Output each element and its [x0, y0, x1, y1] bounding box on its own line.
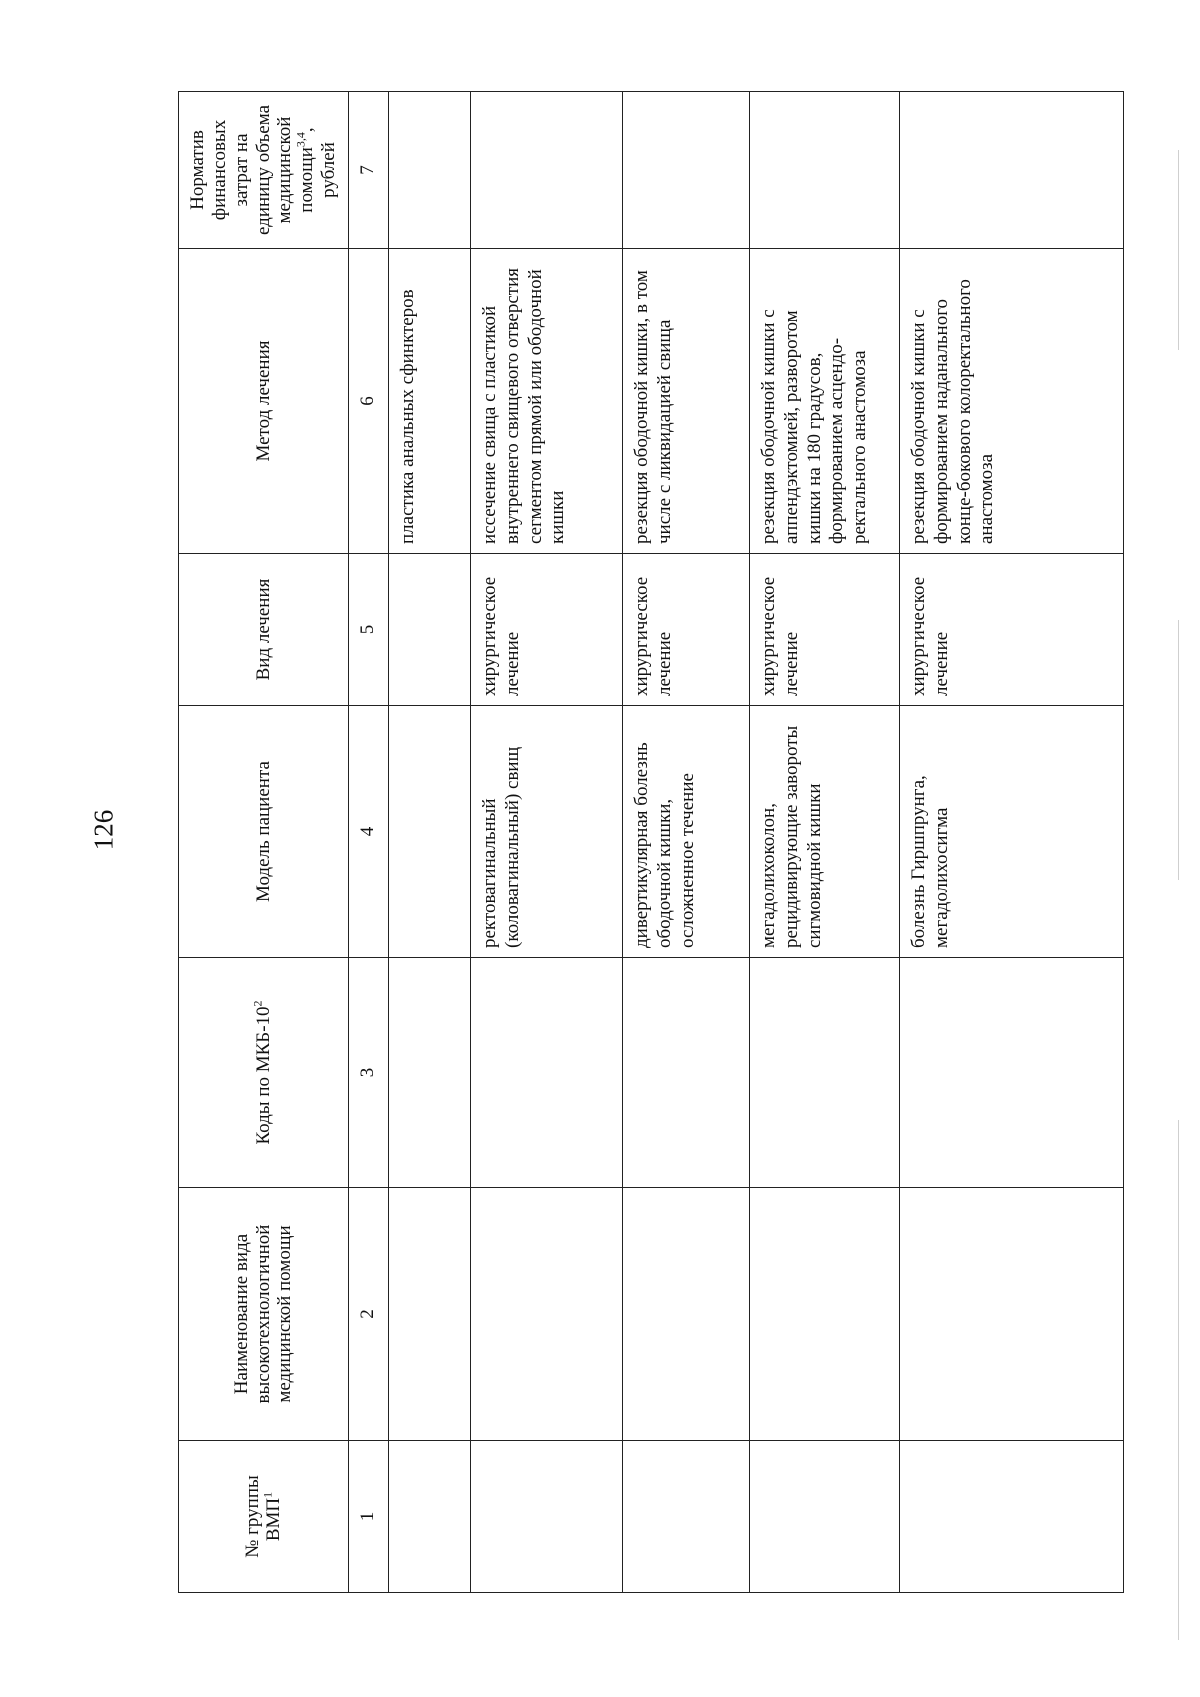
table-row	[622, 92, 749, 1593]
rotated-table-frame	[178, 92, 1106, 1593]
cell-type: хирургическое лечение	[470, 554, 622, 706]
header-icd-codes: Коды по МКБ-$10^2$	[179, 958, 349, 1188]
table-row	[749, 92, 899, 1593]
table-row	[899, 92, 1123, 1593]
column-number: 2	[348, 1188, 388, 1441]
cell-type	[388, 554, 470, 706]
cell-type: хирургическое лечение	[622, 554, 749, 706]
column-number: 1	[348, 1441, 388, 1593]
cell-name	[749, 1188, 899, 1441]
cell-model: ректовагинальный (коловагинальный) свищ	[470, 706, 622, 958]
cell-model: болезнь Гиршпрунга, мегадолихосигма	[899, 706, 1123, 958]
header-treatment-type: Вид лечения	[179, 554, 349, 706]
scan-edge-line	[1178, 620, 1179, 880]
cell-cost	[899, 92, 1123, 249]
header-care-name: Наименование вида высокотехнологичной медицинской помощи	[179, 1188, 349, 1441]
cell-name	[470, 1188, 622, 1441]
cell-method: пластика анальных сфинктеров	[388, 249, 470, 554]
cell-group	[899, 1441, 1123, 1593]
cell-method: резекция ободочной кишки с формированием наданального конце-бокового колоректального анастомоза	[899, 249, 1123, 554]
cell-type: хирургическое лечение	[749, 554, 899, 706]
column-number-row	[348, 92, 388, 1593]
cell-group	[749, 1441, 899, 1593]
cell-group	[622, 1441, 749, 1593]
cell-model: дивертикулярная болезнь ободочной кишки, осложненное течение	[622, 706, 749, 958]
rotated-table-area	[178, 92, 1106, 1593]
column-number: 4	[348, 706, 388, 958]
cell-model	[388, 706, 470, 958]
cell-codes	[622, 958, 749, 1188]
header-patient-model: Модель пациента	[179, 706, 349, 958]
cell-cost	[622, 92, 749, 249]
scan-edge-line	[1178, 150, 1179, 350]
cell-cost	[470, 92, 622, 249]
column-number: 3	[348, 958, 388, 1188]
column-number: 7	[348, 92, 388, 249]
cell-group	[470, 1441, 622, 1593]
medical-care-table	[178, 91, 1124, 1593]
cell-name	[622, 1188, 749, 1441]
header-group-number: № группы ВМП$^1$	[179, 1441, 349, 1593]
cell-cost	[388, 92, 470, 249]
page-number	[84, 790, 124, 870]
header-cost-norm: Норматив финансовых затрат на единицу объема медицинской помощи$^{3,4}$, рублей	[179, 92, 349, 249]
cell-model: мегадолихоколон, рецидивирующие завороты сигмовидной кишки	[749, 706, 899, 958]
cell-method: резекция ободочной кишки, в том числе с ликвидацией свища	[622, 249, 749, 554]
cell-codes	[749, 958, 899, 1188]
cell-codes	[899, 958, 1123, 1188]
cell-group	[388, 1441, 470, 1593]
table-row	[470, 92, 622, 1593]
cell-cost	[749, 92, 899, 249]
column-number: 5	[348, 554, 388, 706]
column-number: 6	[348, 249, 388, 554]
page-number-text: 126	[88, 809, 119, 851]
cell-codes	[470, 958, 622, 1188]
cell-method: резекция ободочной кишки с аппендэктомией, разворотом кишки на 180 градусов, формированием асцендо-ректального анастомоза	[749, 249, 899, 554]
cell-type: хирургическое лечение	[899, 554, 1123, 706]
cell-name	[388, 1188, 470, 1441]
cell-method: иссечение свища с пластикой внутреннего свищевого отверстия сегментом прямой или ободочной кишки	[470, 249, 622, 554]
table-row	[388, 92, 470, 1593]
cell-codes	[388, 958, 470, 1188]
cell-name	[899, 1188, 1123, 1441]
scan-edge-line	[1178, 1120, 1179, 1640]
header-row	[179, 92, 349, 1593]
header-treatment-method: Метод лечения	[179, 249, 349, 554]
